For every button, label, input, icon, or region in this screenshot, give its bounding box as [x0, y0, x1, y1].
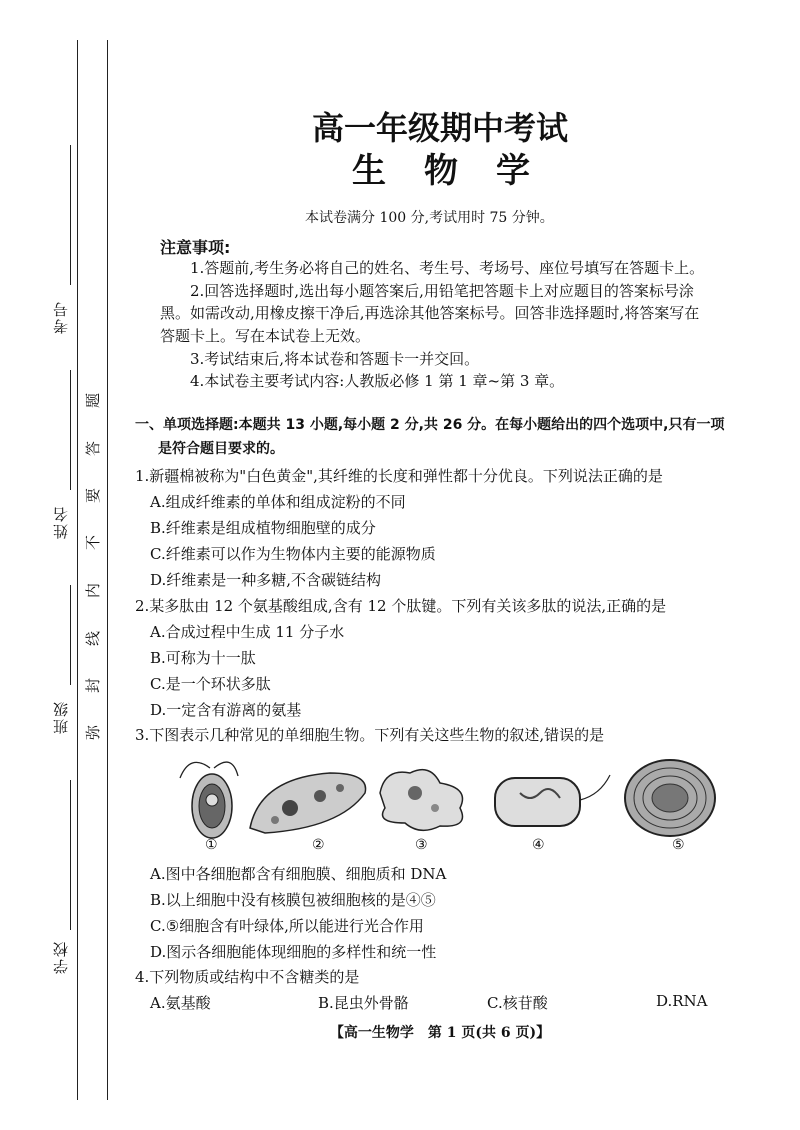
notice-item: 黑。如需改动,用橡皮擦干净后,再选涂其他答案标号。回答非选择题时,将答案写在 [160, 304, 700, 322]
figure-label: ④ [532, 837, 545, 853]
question-option: A.组成纤维素的单体和组成淀粉的不同 [150, 493, 406, 511]
seal-char: 题 [84, 392, 103, 409]
label-xingming: 姓名 [52, 505, 70, 539]
figure-label: ② [312, 837, 325, 853]
paramecium-cell [250, 773, 366, 833]
question-option: B.以上细胞中没有核膜包被细胞核的是④⑤ [150, 891, 436, 909]
question-option: B.纤维素是组成植物细胞壁的成分 [150, 519, 376, 537]
margin-line-right [107, 40, 108, 1100]
question-option: C.⑤细胞含有叶绿体,所以能进行光合作用 [150, 917, 424, 935]
cyanobacterium-cell [625, 760, 715, 836]
margin-line-left [77, 40, 78, 1100]
question-stem: 3.下图表示几种常见的单细胞生物。下列有关这些生物的叙述,错误的是 [135, 726, 605, 744]
section-heading: 一、单项选择题:本题共 13 小题,每小题 2 分,共 26 分。在每小题给出的四个选项中,只有一项 [135, 417, 725, 433]
subject-title: 生物学 [352, 151, 568, 191]
notice-heading: 注意事项: [160, 238, 231, 257]
question-option: C.是一个环状多肽 [150, 675, 271, 693]
question-stem: 1.新疆棉被称为"白色黄金",其纤维的长度和弹性都十分优良。下列说法正确的是 [135, 467, 663, 485]
exam-title: 高一年级期中考试 [311, 109, 568, 147]
xingming-blank [70, 370, 71, 490]
seal-char: 内 [84, 582, 103, 599]
label-kaohao: 考号 [52, 300, 70, 334]
chlamydomonas-cell [180, 762, 238, 838]
notice-item: 1.答题前,考生务必将自己的姓名、考生号、考场号、座位号填写在答题卡上。 [190, 259, 705, 277]
figure-label: ③ [415, 837, 428, 853]
banji-blank [70, 585, 71, 685]
question-option: A.合成过程中生成 11 分子水 [150, 623, 345, 641]
question-option: C.纤维素可以作为生物体内主要的能源物质 [150, 545, 436, 563]
notice-item: 4.本试卷主要考试内容:人教版必修 1 第 1 章~第 3 章。 [190, 372, 565, 390]
xuexiao-blank [70, 780, 71, 930]
question-option: A.图中各细胞都含有细胞膜、细胞质和 DNA [150, 865, 447, 883]
amoeba-cell [380, 770, 463, 831]
seal-char: 要 [84, 487, 103, 504]
seal-char: 线 [84, 630, 103, 647]
exam-info: 本试卷满分 100 分,考试用时 75 分钟。 [305, 210, 554, 226]
question-stem: 2.某多肽由 12 个氨基酸组成,含有 12 个肽键。下列有关该多肽的说法,正确的是 [135, 597, 667, 615]
question-option: D.图示各细胞能体现细胞的多样性和统一性 [150, 943, 437, 961]
question-option: B.可称为十一肽 [150, 649, 256, 667]
question-option: A.氨基酸 [150, 994, 211, 1012]
label-banji: 班级 [52, 700, 70, 734]
question-option: D.一定含有游离的氨基 [150, 701, 302, 719]
cell-figure [170, 748, 730, 853]
seal-char: 封 [84, 677, 103, 694]
notice-item: 答题卡上。写在本试卷上无效。 [160, 327, 371, 345]
figure-label: ① [205, 837, 218, 853]
question-option: D.RNA [656, 992, 708, 1010]
section-heading-cont: 是符合题目要求的。 [158, 441, 284, 457]
figure-label: ⑤ [672, 837, 685, 853]
notice-item: 2.回答选择题时,选出每小题答案后,用铅笔把答题卡上对应题目的答案标号涂 [190, 282, 694, 300]
seal-char: 答 [84, 440, 103, 457]
question-stem: 4.下列物质或结构中不含糖类的是 [135, 968, 360, 986]
question-option: D.纤维素是一种多糖,不含碳链结构 [150, 571, 382, 589]
page-footer: 【高一生物学 第 1 页(共 6 页)】 [329, 1025, 551, 1041]
seal-char: 弥 [84, 724, 103, 741]
question-option: B.昆虫外骨骼 [318, 994, 409, 1012]
question-option: C.核苷酸 [487, 994, 548, 1012]
bacterium-cell [495, 775, 610, 826]
seal-char: 不 [84, 534, 103, 551]
notice-item: 3.考试结束后,将本试卷和答题卡一并交回。 [190, 350, 480, 368]
label-xuexiao: 学校 [52, 940, 70, 974]
